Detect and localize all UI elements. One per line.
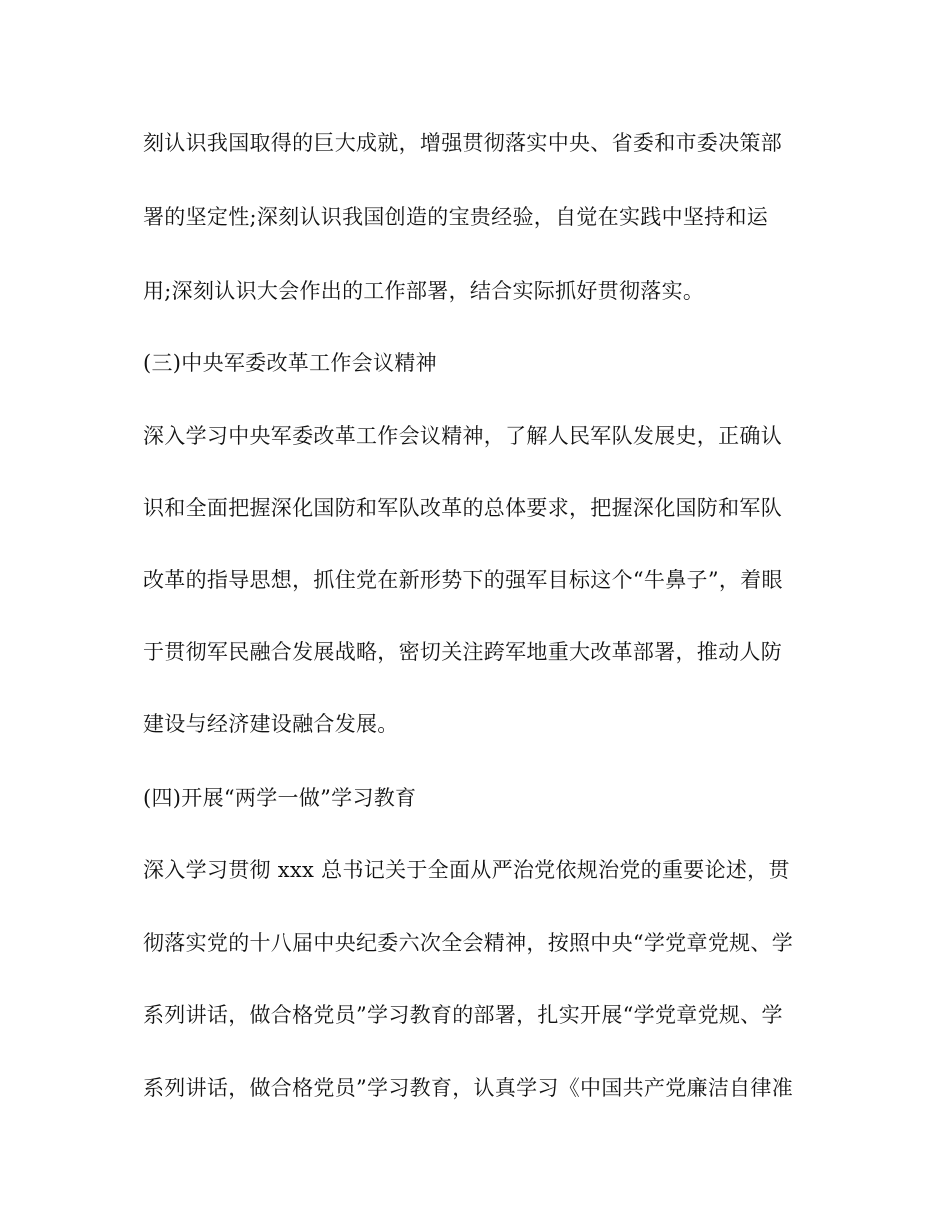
paragraph-line: 建设与经济建设融合发展。 <box>143 712 399 736</box>
paragraph-line: 用;深刻认识大会作出的工作部署，结合实际抓好贯彻落实。 <box>143 279 705 303</box>
paragraph-line: 深入学习贯彻 xxx 总书记关于全面从严治党依规治党的重要论述，贯 <box>143 858 790 882</box>
paragraph-line: 署的坚定性;深刻认识我国创造的宝贵经验，自觉在实践中坚持和运 <box>143 205 769 229</box>
paragraph-line: 识和全面把握深化国防和军队改革的总体要求，把握深化国防和军队 <box>143 496 782 520</box>
paragraph-line: 系列讲话，做合格党员”学习教育，认真学习《中国共产党廉洁自律准 <box>143 1076 794 1100</box>
section-heading: (四)开展“两学一做”学习教育 <box>143 786 417 810</box>
paragraph-line: 改革的指导思想，抓住党在新形势下的强军目标这个“牛鼻子”，着眼 <box>143 568 783 592</box>
paragraph-line: 刻认识我国取得的巨大成就，增强贯彻落实中央、省委和市委决策部 <box>143 131 782 155</box>
paragraph-line: 彻落实党的十八届中央纪委六次全会精神，按照中央“学党章党规、学 <box>143 931 794 955</box>
section-heading: (三)中央军委改革工作会议精神 <box>143 351 437 375</box>
paragraph-line: 于贯彻军民融合发展战略，密切关注跨军地重大改革部署，推动人防 <box>143 640 782 664</box>
paragraph-line: 系列讲话，做合格党员”学习教育的部署，扎实开展“学党章党规、学 <box>143 1003 783 1027</box>
paragraph-line: 深入学习中央军委改革工作会议精神，了解人民军队发展史，正确认 <box>143 424 782 448</box>
